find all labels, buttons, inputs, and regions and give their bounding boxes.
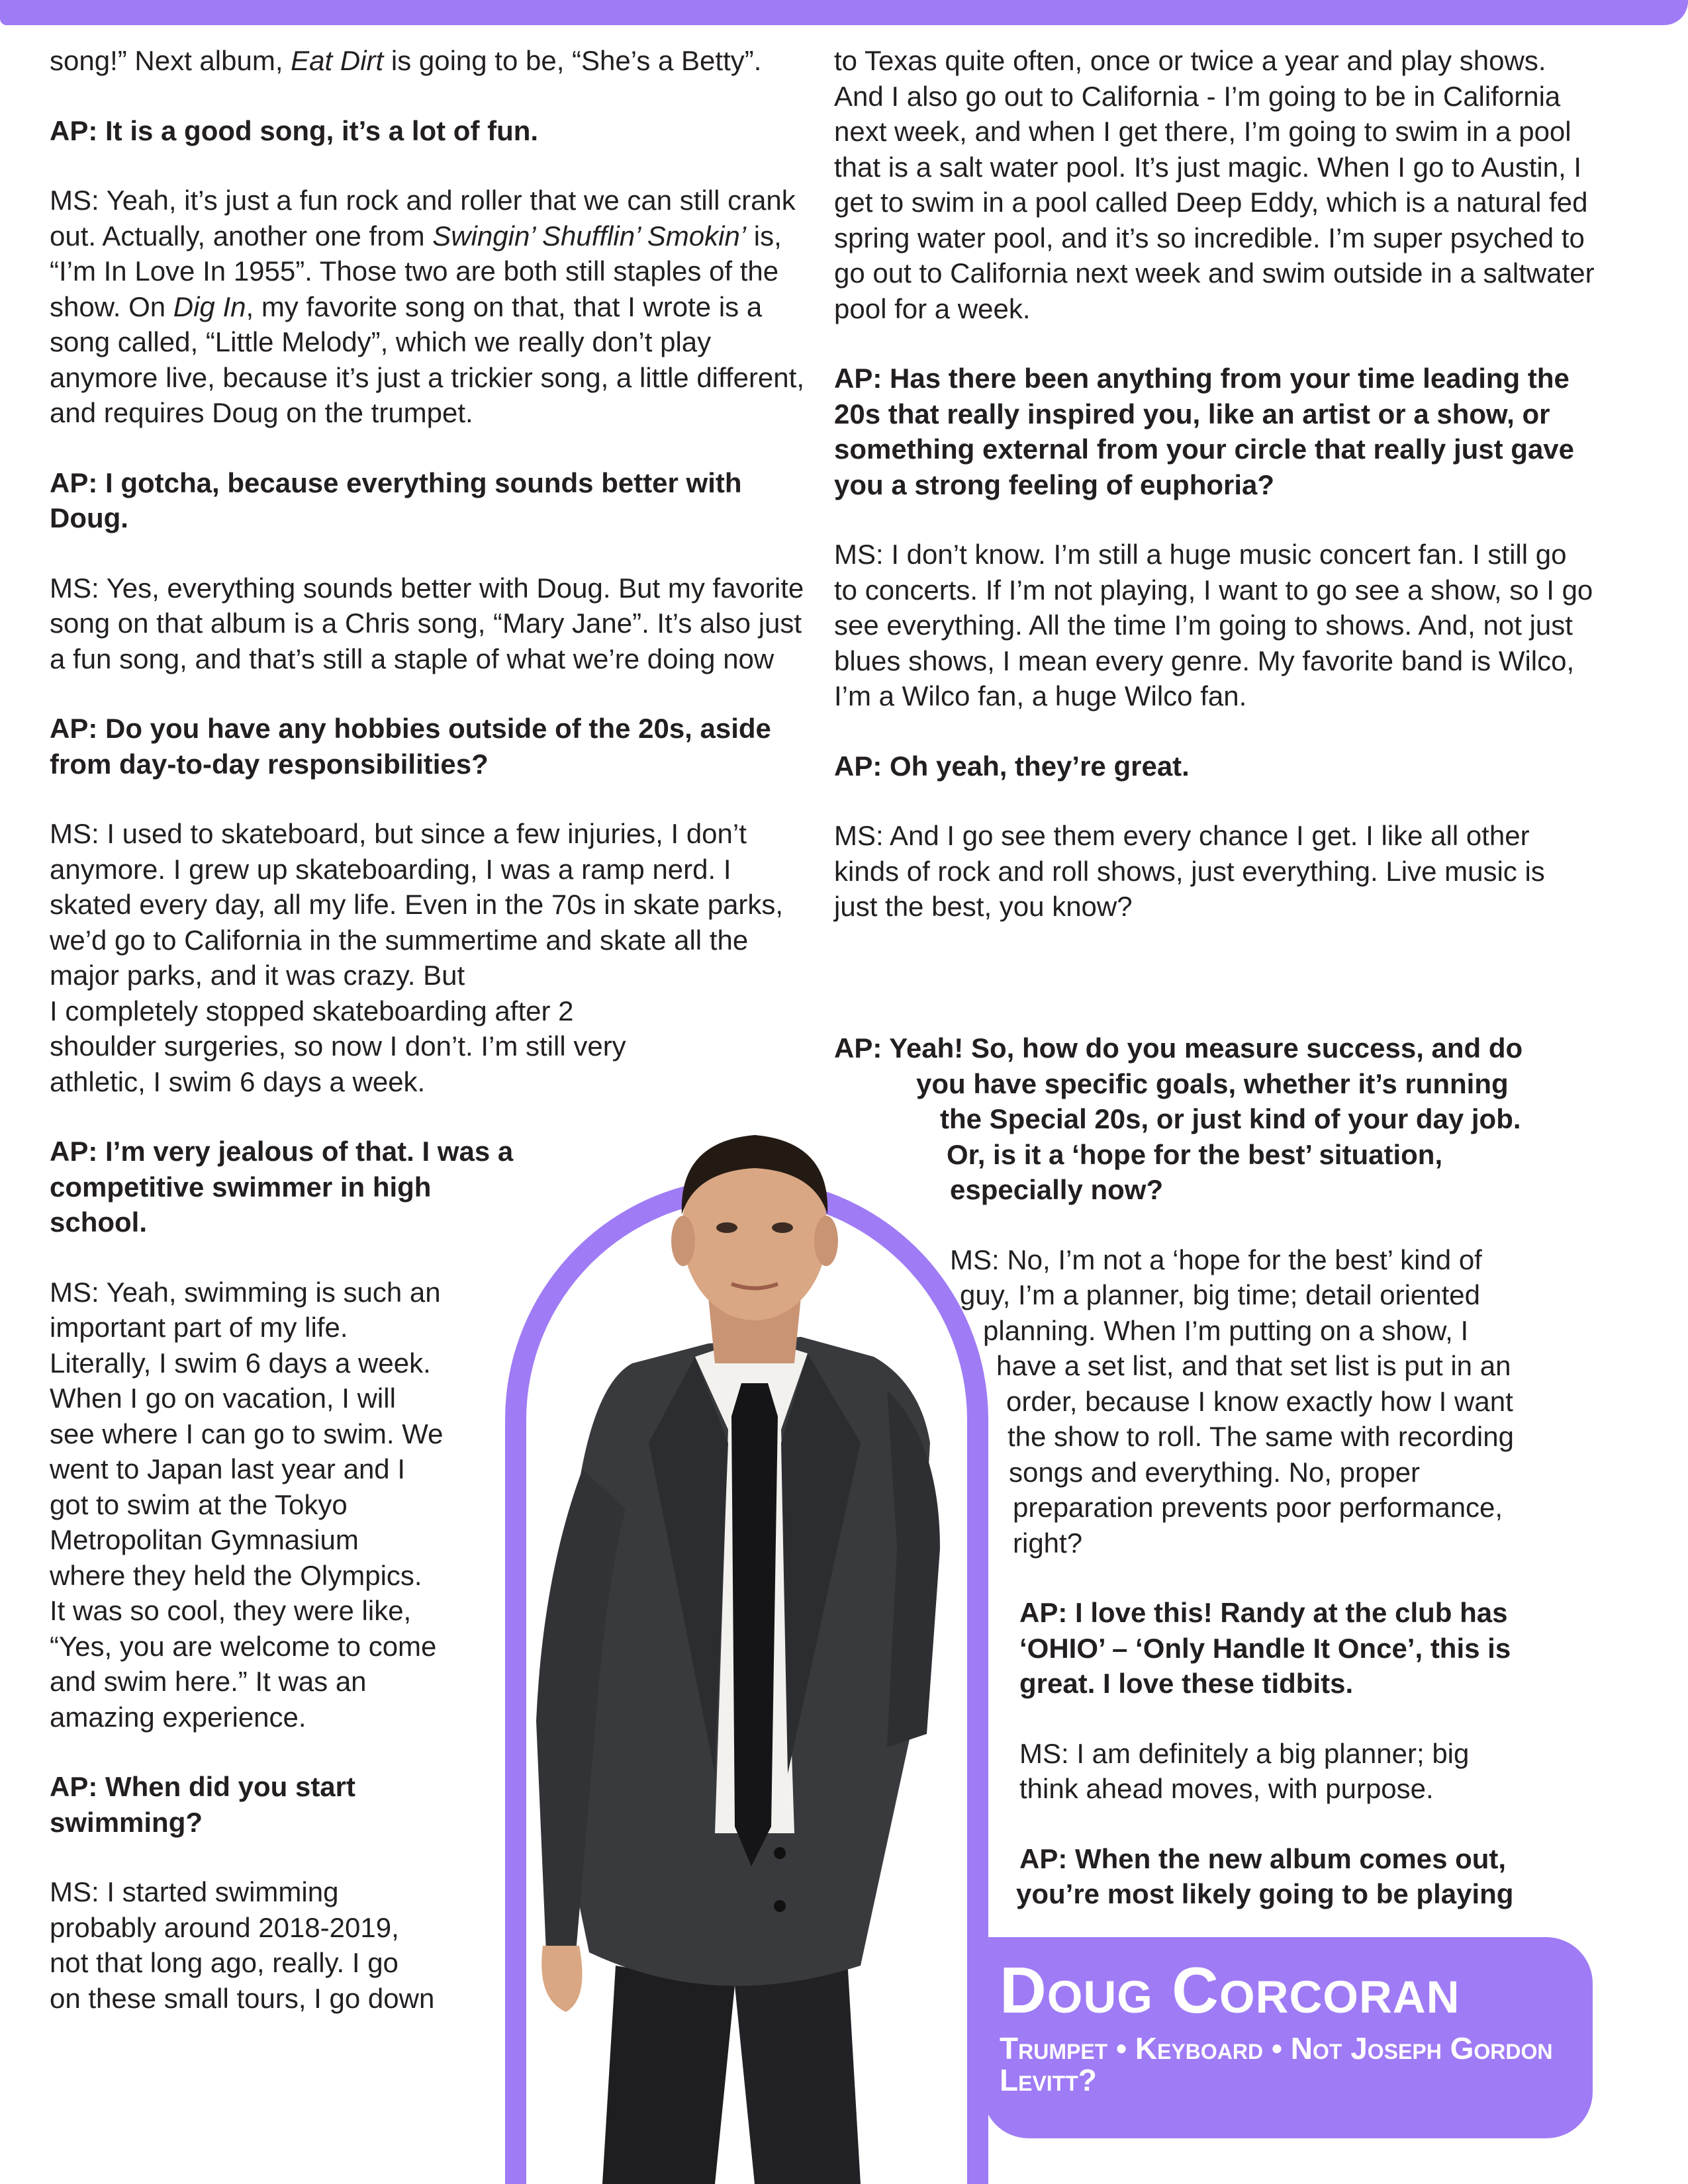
interview-question: AP: Oh yeah, they’re great. (834, 750, 1190, 782)
text-line: order, because I know exactly how I want (1006, 1385, 1513, 1417)
interview-question: AP: It is a good song, it’s a lot of fun. (50, 114, 539, 146)
text-line: great. I love these tidbits. (1019, 1668, 1354, 1699)
interview-question (834, 1841, 1595, 1912)
text-line: especially now? (950, 1174, 1164, 1205)
profile-name: Doug Corcoran (1000, 1954, 1460, 2026)
text-line: the show to roll. The same with recording (1008, 1421, 1514, 1452)
interview-answer: MS: And I go see them every chance I get. I like all other kinds of rock and roll shows, just everything. Live music is just the best, you know? (834, 820, 1545, 922)
interview-answer: to Texas quite often, once or twice a year and play shows. And I also go out to California - I’m going to be in California next week, and when I get there, I’m going to swim in a pool that is a salt water pool. It’s just magic. When I go to Austin, I get to swim in a pool called Deep Eddy, which is a natural fed spring water pool, and it’s so incredible. I’m super psyched to go out to California next week and swim outside in a saltwater pool for a week. (834, 45, 1595, 324)
text-line: have a set list, and that set list is put in an (996, 1350, 1511, 1381)
text-line: think ahead moves, with purpose. (1019, 1773, 1434, 1804)
text-line: MS: I am definitely a big planner; big (1019, 1737, 1470, 1769)
interview-question (834, 1595, 1595, 1702)
interview-answer (834, 1736, 1595, 1807)
interview-answer: MS: Yeah, it’s just a fun rock and roller that we can still crank out. Actually, another one from Swingin’ Shufflin’ Smokin’ is, “I’m In Love In 1955”. Those two are both still staples of the show. On Dig In, my favorite song on that, that I wrote is a song called, “Little Melody”, which we really don’t play anymore live, because it’s just a trickier song, a little different, and requires Doug on the trumpet. (50, 185, 804, 428)
text-line: planning. When I’m putting on a show, I (983, 1314, 1469, 1346)
interview-answer (834, 1242, 1595, 1561)
text-line: you’re most likely going to be playing (1016, 1878, 1514, 1909)
interview-question: AP: I gotcha, because everything sounds better with Doug. (50, 467, 742, 533)
interview-question: AP: Do you have any hobbies outside of the 20s, aside from day-to-day responsibilities? (50, 713, 771, 780)
interview-question: AP: I’m very jealous of that. I was a competitive swimmer in high school. (50, 1136, 514, 1238)
text-line: songs and everything. No, proper (1009, 1456, 1421, 1488)
text-line: guy, I’m a planner, big time; detail oriented (960, 1279, 1481, 1310)
indented-text-block (834, 1030, 1595, 1946)
text-line: the Special 20s, or just kind of your day job. (940, 1103, 1521, 1134)
right-text-column (834, 43, 1595, 959)
interview-answer: song!” Next album, Eat Dirt is going to be, “She’s a Betty”. (50, 45, 762, 76)
interview-question: AP: When did you start swimming? (50, 1771, 355, 1838)
interview-question (834, 1030, 1595, 1208)
text-line: MS: No, I’m not a ‘hope for the best’ kind of (950, 1244, 1482, 1275)
text-line: AP: I love this! Randy at the club has (1019, 1597, 1508, 1628)
text-line: right? (1013, 1527, 1083, 1559)
interview-answer: MS: I don’t know. I’m still a huge music concert fan. I still go to concerts. If I’m not playing, I want to go see a show, so I go see everything. All the time I’m going to shows. And, not just blues shows, I mean every genre. My favorite band is Wilco, I’m a Wilco fan, a huge Wilco fan. (834, 539, 1593, 711)
text-line: Or, is it a ‘hope for the best’ situation, (947, 1138, 1443, 1170)
top-accent-bar (0, 0, 1688, 25)
text-line: preparation prevents poor performance, (1013, 1492, 1503, 1523)
text-line: ‘OHIO’ – ‘Only Handle It Once’, this is (1019, 1632, 1511, 1664)
interview-answer: MS: Yeah, swimming is such an important part of my life. Literally, I swim 6 days a week. When I go on vacation, I will see where I can go to swim. We went to Japan last year and I got to swim at the Tokyo Metropolitan Gymnasium where they held the Olympics. It was so cool, they were like, “Yes, you are welcome to come and swim here.” It was an amazing experience. (50, 1276, 444, 1733)
profile-name-card (982, 1937, 1593, 2138)
interview-answer: MS: I started swimming probably around 2018-2019, not that long ago, really. I go on these small tours, I go down (50, 1876, 435, 2014)
left-text-column (50, 43, 811, 2050)
interview-answer: MS: I used to skateboard, but since a few injuries, I don’t anymore. I grew up skateboarding, I was a ramp nerd. I skated every day, all my life. Even in the 70s in skate parks, we’d go to California in the summertime and skate all the major parks, and it was crazy. But I completely stopped skateboarding after 2 shoulder surgeries, so now I don’t. I’m still very athletic, I swim 6 days a week. (50, 818, 784, 1097)
profile-subtitle: Trumpet • Keyboard • Not Joseph Gordon Levitt? (1000, 2031, 1553, 2097)
interview-question: AP: Has there been anything from your time leading the 20s that really inspired you, like an artist or a show, or something external from your circle that really just gave you a strong feeling of euphoria? (834, 363, 1575, 500)
interview-answer: MS: Yes, everything sounds better with Doug. But my favorite song on that album is a Chris song, “Mary Jane”. It’s also just a fun song, and that’s still a staple of what we’re doing now (50, 572, 804, 674)
text-line: AP: When the new album comes out, (1019, 1843, 1507, 1874)
text-line: AP: Yeah! So, how do you measure success, and do (834, 1032, 1523, 1064)
text-line: you have specific goals, whether it’s running (916, 1068, 1509, 1099)
